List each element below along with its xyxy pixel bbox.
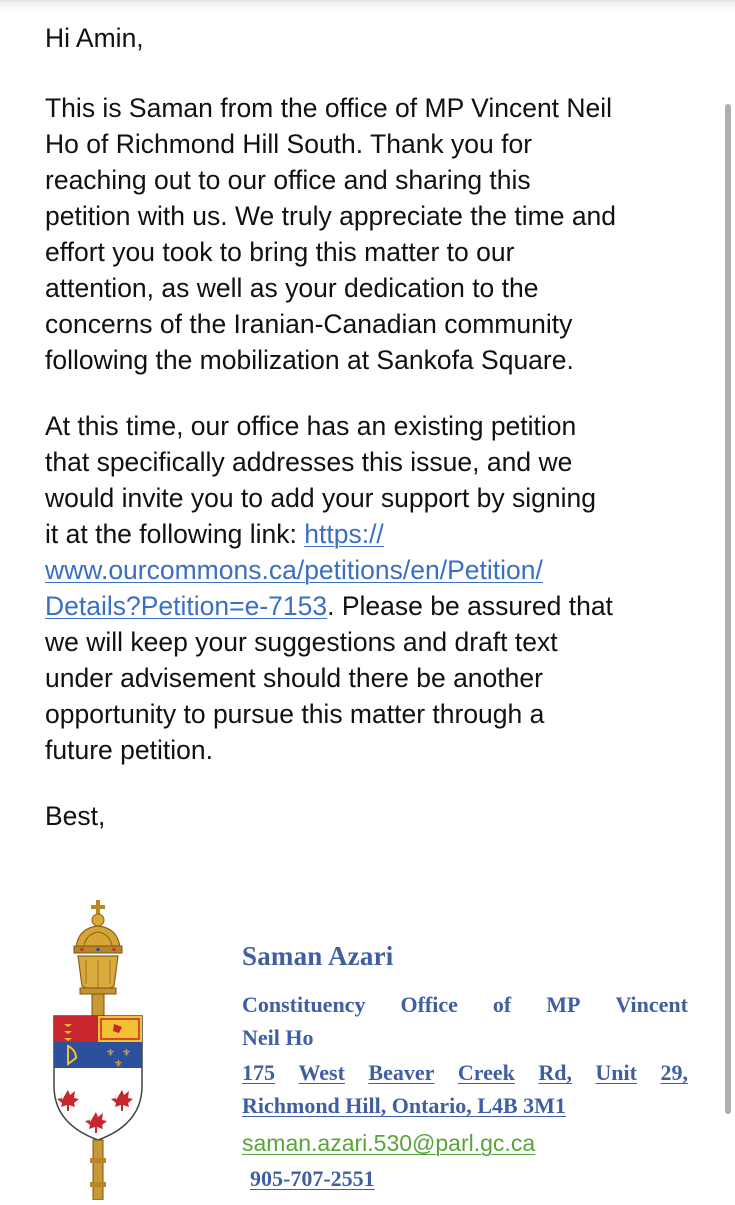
paragraph-line: At this time, our office has an existing petition: [45, 411, 577, 441]
svg-text:⚜: ⚜: [114, 1059, 123, 1070]
address-word: Unit: [595, 1060, 637, 1085]
paragraph-line: that specifically addresses this issue, and we: [45, 447, 573, 477]
paragraph-line: Ho of Richmond Hill South. Thank you for: [45, 129, 533, 159]
address-word: Creek: [457, 1060, 515, 1085]
paragraph-line: effort you took to bring this matter to our: [45, 237, 515, 267]
paragraph-line: we will keep your suggestions and draft text: [45, 627, 558, 657]
address-word: Rd,: [538, 1060, 572, 1085]
address-word: West: [298, 1060, 345, 1085]
email-paragraph-2: [45, 408, 705, 768]
paragraph-line: reaching out to our office and sharing this: [45, 165, 531, 195]
paragraph-line: This is Saman from the office of MP Vincent Neil: [45, 93, 613, 123]
link-intro-text: it at the following link:: [45, 519, 305, 549]
petition-link-part-3[interactable]: Details?Petition=e-7153: [45, 591, 328, 621]
signature-address-line-2[interactable]: Richmond Hill, Ontario, L4B 3M1: [242, 1093, 566, 1118]
office-word: MP: [546, 992, 581, 1017]
svg-text:⚜: ⚜: [106, 1048, 115, 1059]
paragraph-line: [45, 588, 705, 624]
signature-address-line-1[interactable]: [242, 1056, 688, 1089]
top-divider: [0, 0, 735, 12]
address-word: 29,: [660, 1060, 688, 1085]
petition-link-part-1[interactable]: https://: [304, 519, 384, 549]
email-body: [45, 20, 705, 834]
signature-phone-link[interactable]: 905-707-2551: [250, 1166, 375, 1191]
paragraph-line: opportunity to pursue this matter through a: [45, 699, 545, 729]
office-word: Office: [400, 992, 458, 1017]
paragraph-line: would invite you to add your support by signing: [45, 483, 596, 513]
email-paragraph-1: [45, 90, 705, 378]
petition-link-part-2[interactable]: www.ourcommons.ca/petitions/en/Petition/: [45, 555, 543, 585]
paragraph-line: [45, 516, 705, 552]
scrollbar[interactable]: [725, 104, 731, 1114]
paragraph-line: [45, 552, 705, 588]
paragraph-line: future petition.: [45, 735, 213, 765]
address-word: 175: [242, 1060, 275, 1085]
paragraph-line: under advisement should there be another: [45, 663, 543, 693]
link-suffix-text: . Please be assured that: [327, 591, 613, 621]
email-signature: [242, 936, 692, 1196]
signature-office-line-2: Neil Ho: [242, 1025, 314, 1050]
signature-office-line-1: [242, 988, 688, 1021]
signature-email-link[interactable]: saman.azari.530@parl.gc.ca: [242, 1130, 536, 1156]
office-word: Constituency: [242, 992, 366, 1017]
paragraph-line: concerns of the Iranian-Canadian community: [45, 309, 573, 339]
office-word: Vincent: [615, 992, 688, 1017]
paragraph-line: petition with us. We truly appreciate the time and: [45, 201, 617, 231]
email-closing: Best,: [45, 801, 106, 831]
office-word: of: [492, 992, 512, 1017]
parliament-mace-crest-icon: [48, 900, 148, 1200]
paragraph-line: following the mobilization at Sankofa Square.: [45, 345, 574, 375]
svg-text:⚜: ⚜: [122, 1048, 131, 1059]
email-greeting: Hi Amin,: [45, 23, 144, 53]
address-word: Beaver: [368, 1060, 435, 1085]
paragraph-line: attention, as well as your dedication to the: [45, 273, 539, 303]
signature-name: Saman Azari: [242, 941, 394, 971]
